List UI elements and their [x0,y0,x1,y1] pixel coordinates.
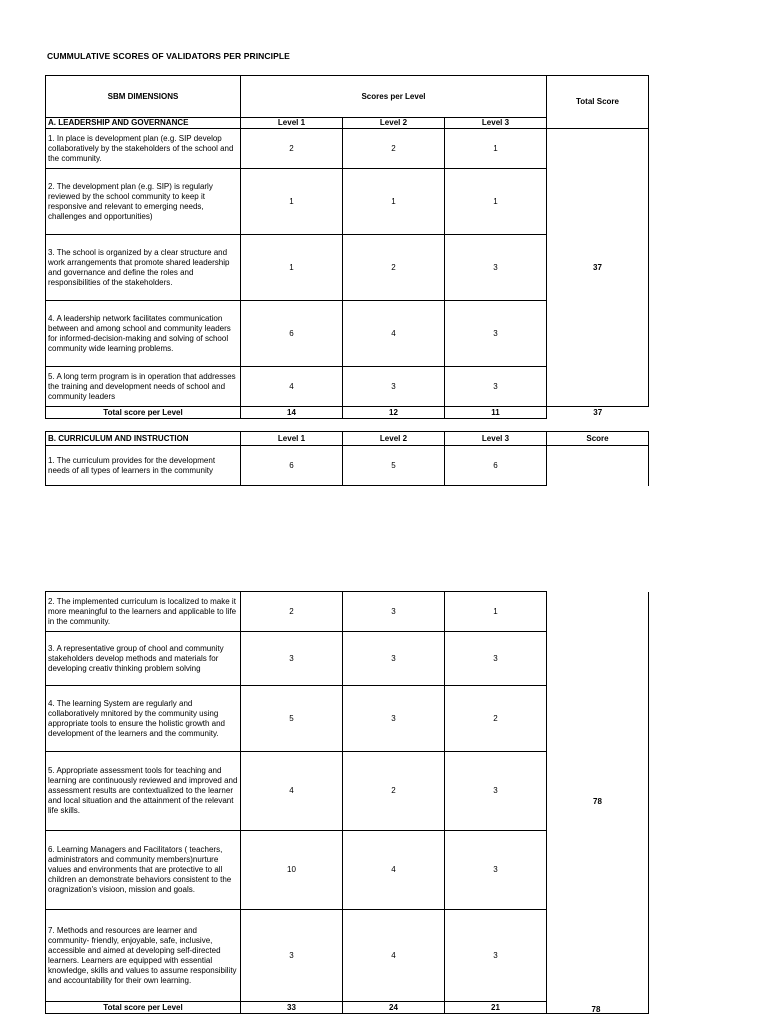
header-level2: Level 2 [343,432,445,446]
total-label: Total score per Level [46,407,241,419]
total-label: Total score per Level [46,1002,241,1014]
section-a-label: A. LEADERSHIP AND GOVERNANCE [46,118,241,129]
header-score: Score [547,432,649,446]
row-level2: 4 [343,831,445,910]
row-level3: 6 [445,446,547,486]
row-level3: 3 [445,367,547,407]
table-row [46,129,649,169]
row-description: 1. In place is development plan (e.g. SIP develop collaboratively by the stakeholders of the school and the community. [46,129,241,169]
header-dimensions: SBM DIMENSIONS [46,76,241,118]
row-description: 2. The development plan (e.g. SIP) is regularly reviewed by the school community to keep it responsive and relevant to emerging needs, challenges and opportunities) [46,169,241,235]
row-level1: 2 [241,592,343,632]
total-level2: 12 [343,407,445,419]
row-level1: 3 [241,632,343,686]
row-level3: 3 [445,752,547,831]
row-description: 5. A long term program is in operation that addresses the training and development needs of school and community leaders [46,367,241,407]
row-level1: 1 [241,235,343,301]
row-level2: 3 [343,686,445,752]
row-description: 4. A leadership network facilitates communication between and among school and community leaders for informed-decision-making and solving of school community wide learning problems. [46,301,241,367]
row-level1: 2 [241,129,343,169]
header-level3: Level 3 [445,118,547,129]
row-level1: 4 [241,367,343,407]
row-level2: 2 [343,235,445,301]
row-level1: 3 [241,910,343,1002]
row-level3: 3 [445,632,547,686]
document-title: CUMMULATIVE SCORES OF VALIDATORS PER PRINCIPLE [47,51,290,61]
row-level2: 2 [343,752,445,831]
row-description: 1. The curriculum provides for the development needs of all types of learners in the community [46,446,241,486]
row-level1: 10 [241,831,343,910]
header-level1: Level 1 [241,118,343,129]
total-level3: 11 [445,407,547,419]
scores-table-part1 [45,75,649,486]
header-level3: Level 3 [445,432,547,446]
row-level3: 3 [445,831,547,910]
row-level1: 4 [241,752,343,831]
row-level2: 5 [343,446,445,486]
row-description: 7. Methods and resources are learner and community- friendly, enjoyable, safe, inclusive, accessible and aimed at developing self-directed learners. Learners are equipped with essential knowledge, skills and values to assume responsibility and accountability for their own learning. [46,910,241,1002]
scores-table-part2 [45,591,649,1014]
total-level1: 14 [241,407,343,419]
section-b-total-score: 78 [547,592,649,1014]
row-level1: 6 [241,446,343,486]
section-a-total-score: 37 [547,129,649,407]
row-description: 6. Learning Managers and Facilitators ( teachers, administrators and community members)nurture values and environments that are protective to all children an demonstrate behaviors consistent to the oragnization's visioon, mission and goals. [46,831,241,910]
header-total-score: Total Score [547,76,649,129]
row-level2: 2 [343,129,445,169]
row-level1: 1 [241,169,343,235]
header-scores-per-level: Scores per Level [241,76,547,118]
row-level1: 6 [241,301,343,367]
section-b-grand-total: 78 [591,1005,601,1014]
section-a-grand-total: 37 [593,407,603,417]
row-description: 3. The school is organized by a clear structure and work arrangements that promote shared leadership and governance and define the roles and responsibilities of the stakeholders. [46,235,241,301]
total-level2: 24 [343,1002,445,1014]
header-level2: Level 2 [343,118,445,129]
row-level2: 4 [343,910,445,1002]
row-level1: 5 [241,686,343,752]
row-level2: 3 [343,592,445,632]
total-level1: 33 [241,1002,343,1014]
table-row [46,592,649,632]
row-level2: 3 [343,632,445,686]
row-description: 4. The learning System are regularly and collaboratively mnitored by the community using appropriate tools to ensure the holistic growth and development of the learners and the community. [46,686,241,752]
row-level2: 4 [343,301,445,367]
row-level3: 1 [445,169,547,235]
row-level2: 1 [343,169,445,235]
row-level2: 3 [343,367,445,407]
row-level3: 3 [445,301,547,367]
section-b-label: B. CURRICULUM AND INSTRUCTION [46,432,241,446]
row-description: 2. The implemented curriculum is localized to make it more meaningful to the learners and applicable to life in the community. [46,592,241,632]
table-row [46,446,649,486]
row-level3: 1 [445,592,547,632]
row-level3: 3 [445,910,547,1002]
row-description: 5. Appropriate assessment tools for teaching and learning are continuously reviewed and improved and assessment results are contextualized to the learner and local situation and the attainment of the relevant life skills. [46,752,241,831]
total-level3: 21 [445,1002,547,1014]
row-description: 3. A representative group of chool and community stakeholders develop methods and materials for developing creativ thinking problem solving [46,632,241,686]
header-level1: Level 1 [241,432,343,446]
row-level3: 3 [445,235,547,301]
row-level3: 2 [445,686,547,752]
row-level3: 1 [445,129,547,169]
total-row [46,407,649,419]
